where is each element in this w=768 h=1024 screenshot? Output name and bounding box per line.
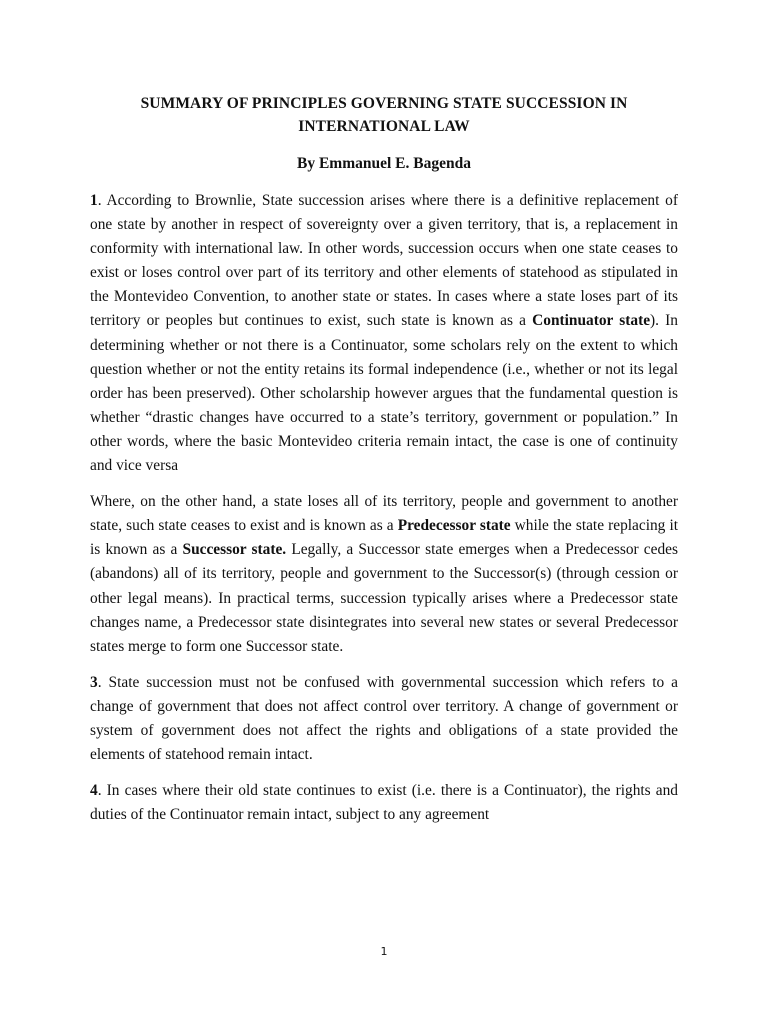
- document-page: [90, 92, 678, 839]
- paragraph-text: ). In determining whether or not there is a Continuator, some scholars rely on the extent to which question whether or not the entity retains its formal independence (i.e., whether or not its legal order has been preserved). Other scholarship however argues that the fundamental question is whether “drastic changes have occurred to a state’s territory, government or population.” In other words, where the basic Montevideo criteria remain intact, the case is one of continuity and vice versa: [90, 312, 678, 475]
- paragraph-number: 1: [90, 192, 98, 209]
- paragraph-number: 4: [90, 782, 98, 800]
- paragraph-text: Where, on the other hand, a state loses all of its territory, people and government to another state, such state ceases to exist and is known as a: [90, 493, 678, 535]
- paragraph-number: 3: [90, 673, 98, 691]
- paragraph-3: [90, 671, 678, 767]
- paragraph-text: . According to Brownlie, State succession arises where there is a definitive replacement of one state by another in respect of sovereignty over a given territory, that is, a replacement in conformity with international law. In other words, succession occurs when one state ceases to exist or loses control over part of its territory and other elements of statehood as stipulated in the Montevideo Convention, to another state or states. In cases where a state loses part of its territory or peoples but continues to exist, such state is known as a: [90, 192, 678, 330]
- paragraph-1: [90, 189, 678, 478]
- paragraph-2: [90, 490, 678, 659]
- term-successor-state: Successor state.: [182, 541, 287, 559]
- page-number: 1: [380, 945, 388, 958]
- paragraph-text: . In cases where their old state continues to exist (i.e. there is a Continuator), the rights and duties of the Continuator remain intact, subject to any agreement: [90, 782, 678, 824]
- term-continuator-state: Continuator state: [532, 312, 651, 330]
- paragraph-text: while the state replacing it is known as a: [90, 517, 678, 559]
- paragraph-text: . State succession must not be confused with governmental succession which refers to a change of government that does not affect control over territory. A change of government or system of government does not affect the rights and obligations of a state provided the elements of statehood remain intact.: [90, 673, 678, 764]
- paragraph-text: Legally, a Successor state emerges when a Predecessor cedes (abandons) all of its territory, people and government to the Successor(s) (through cession or other legal means). In practical terms, succession typically arises where a Predecessor state changes name, a Predecessor state disintegrates into several new states or several Predecessor states merge to form one Successor state.: [90, 541, 678, 655]
- term-predecessor-state: Predecessor state: [397, 517, 511, 535]
- paragraph-4: [90, 779, 678, 827]
- author-byline: By Emmanuel E. Bagenda: [297, 155, 471, 172]
- document-title: SUMMARY OF PRINCIPLES GOVERNING STATE SUCCESSION IN INTERNATIONAL LAW: [140, 95, 628, 135]
